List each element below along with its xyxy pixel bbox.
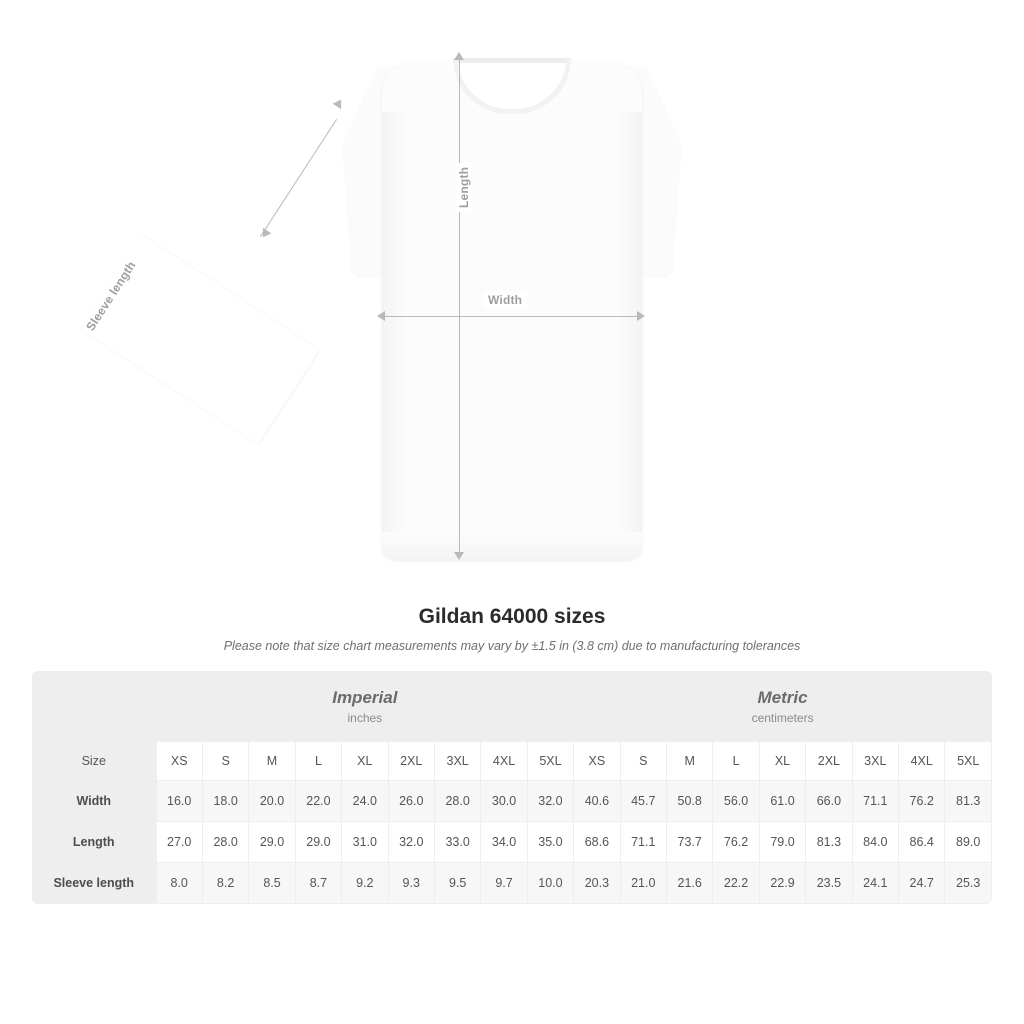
cell-imperial-m: 8.5 [249, 863, 295, 904]
cell-metric-m: 50.8 [666, 781, 712, 822]
length-guide-line [459, 58, 460, 558]
cell-metric-xs: 40.6 [574, 781, 620, 822]
cell-imperial-5xl: 35.0 [527, 822, 573, 863]
cell-metric-m: 73.7 [666, 822, 712, 863]
size-header-metric-5xl: 5XL [945, 742, 992, 781]
size-header-metric-4xl: 4XL [899, 742, 945, 781]
cell-metric-3xl: 24.1 [852, 863, 898, 904]
cell-imperial-5xl: 10.0 [527, 863, 573, 904]
cell-imperial-xs: 16.0 [156, 781, 202, 822]
cell-imperial-m: 20.0 [249, 781, 295, 822]
units-corner-cell [32, 671, 156, 742]
cell-imperial-l: 8.7 [295, 863, 341, 904]
row-label-length: Length [32, 822, 156, 863]
cell-metric-s: 21.0 [620, 863, 666, 904]
length-arrow-top-icon [454, 52, 464, 60]
cell-imperial-s: 8.2 [202, 863, 248, 904]
width-arrow-right-icon [637, 311, 645, 321]
cell-metric-4xl: 24.7 [899, 863, 945, 904]
cell-metric-s: 71.1 [620, 822, 666, 863]
cell-imperial-5xl: 32.0 [527, 781, 573, 822]
cell-metric-3xl: 84.0 [852, 822, 898, 863]
width-guide-line [383, 316, 643, 317]
length-arrow-bottom-icon [454, 552, 464, 560]
cell-imperial-m: 29.0 [249, 822, 295, 863]
size-header-imperial-l: L [295, 742, 341, 781]
size-header-metric-xs: XS [574, 742, 620, 781]
cell-imperial-xs: 27.0 [156, 822, 202, 863]
cell-metric-2xl: 66.0 [806, 781, 852, 822]
cell-metric-xl: 79.0 [759, 822, 805, 863]
size-header-metric-3xl: 3XL [852, 742, 898, 781]
cell-metric-5xl: 25.3 [945, 863, 992, 904]
metric-subtitle: centimeters [751, 711, 814, 726]
length-label: Length [456, 163, 472, 212]
sleeve-arrow-top-icon [333, 97, 346, 109]
size-header-metric-m: M [666, 742, 712, 781]
tshirt-body [382, 60, 642, 560]
row-label-width: Width [32, 781, 156, 822]
table-row [32, 863, 992, 904]
cell-imperial-s: 18.0 [202, 781, 248, 822]
width-arrow-left-icon [377, 311, 385, 321]
cell-metric-5xl: 81.3 [945, 781, 992, 822]
cell-metric-l: 22.2 [713, 863, 759, 904]
cell-metric-xs: 20.3 [574, 863, 620, 904]
cell-metric-xs: 68.6 [574, 822, 620, 863]
sleeve-length-label: Sleeve length [80, 235, 319, 444]
cell-metric-l: 56.0 [713, 781, 759, 822]
size-header-imperial-3xl: 3XL [434, 742, 480, 781]
tshirt-shading-right [616, 112, 642, 532]
size-label-cell: Size [32, 742, 156, 781]
cell-imperial-2xl: 9.3 [388, 863, 434, 904]
cell-imperial-4xl: 34.0 [481, 822, 527, 863]
cell-metric-xl: 61.0 [759, 781, 805, 822]
cell-metric-4xl: 76.2 [899, 781, 945, 822]
imperial-subtitle: inches [347, 711, 383, 726]
cell-imperial-2xl: 32.0 [388, 822, 434, 863]
size-chart-table [32, 671, 992, 904]
size-header-metric-l: L [713, 742, 759, 781]
size-header-imperial-5xl: 5XL [527, 742, 573, 781]
cell-imperial-4xl: 9.7 [481, 863, 527, 904]
cell-imperial-3xl: 9.5 [434, 863, 480, 904]
size-header-imperial-4xl: 4XL [481, 742, 527, 781]
cell-imperial-l: 29.0 [295, 822, 341, 863]
size-header-row [32, 742, 992, 781]
size-header-metric-2xl: 2XL [806, 742, 852, 781]
cell-imperial-4xl: 30.0 [481, 781, 527, 822]
cell-metric-xl: 22.9 [759, 863, 805, 904]
table-row [32, 822, 992, 863]
imperial-title: Imperial [332, 688, 398, 707]
cell-metric-5xl: 89.0 [945, 822, 992, 863]
chart-heading [0, 605, 1024, 653]
sleeve-guide-line [260, 119, 337, 237]
cell-imperial-3xl: 33.0 [434, 822, 480, 863]
cell-metric-m: 21.6 [666, 863, 712, 904]
cell-imperial-s: 28.0 [202, 822, 248, 863]
cell-metric-2xl: 81.3 [806, 822, 852, 863]
width-label: Width [484, 292, 526, 308]
cell-metric-2xl: 23.5 [806, 863, 852, 904]
cell-metric-l: 76.2 [713, 822, 759, 863]
cell-imperial-xs: 8.0 [156, 863, 202, 904]
metric-header [574, 671, 992, 742]
cell-imperial-xl: 31.0 [342, 822, 388, 863]
size-header-imperial-s: S [202, 742, 248, 781]
row-label-sleeve-length: Sleeve length [32, 863, 156, 904]
cell-imperial-2xl: 26.0 [388, 781, 434, 822]
tshirt-shading-left [382, 112, 408, 532]
metric-title: Metric [757, 688, 808, 707]
size-header-imperial-m: M [249, 742, 295, 781]
size-header-metric-xl: XL [759, 742, 805, 781]
size-header-imperial-2xl: 2XL [388, 742, 434, 781]
cell-metric-4xl: 86.4 [899, 822, 945, 863]
size-header-imperial-xl: XL [342, 742, 388, 781]
size-header-metric-s: S [620, 742, 666, 781]
cell-imperial-3xl: 28.0 [434, 781, 480, 822]
page-title: Gildan 64000 sizes [418, 605, 606, 628]
cell-imperial-xl: 24.0 [342, 781, 388, 822]
cell-imperial-xl: 9.2 [342, 863, 388, 904]
table-row [32, 781, 992, 822]
sleeve-arrow-bottom-icon [259, 228, 272, 240]
cell-imperial-l: 22.0 [295, 781, 341, 822]
cell-metric-3xl: 71.1 [852, 781, 898, 822]
imperial-header [156, 671, 574, 742]
tolerance-note: Please note that size chart measurements may vary by ±1.5 in (3.8 cm) due to manufacturing tolerances [223, 639, 801, 653]
units-header-row [32, 671, 992, 742]
size-header-imperial-xs: XS [156, 742, 202, 781]
cell-metric-s: 45.7 [620, 781, 666, 822]
